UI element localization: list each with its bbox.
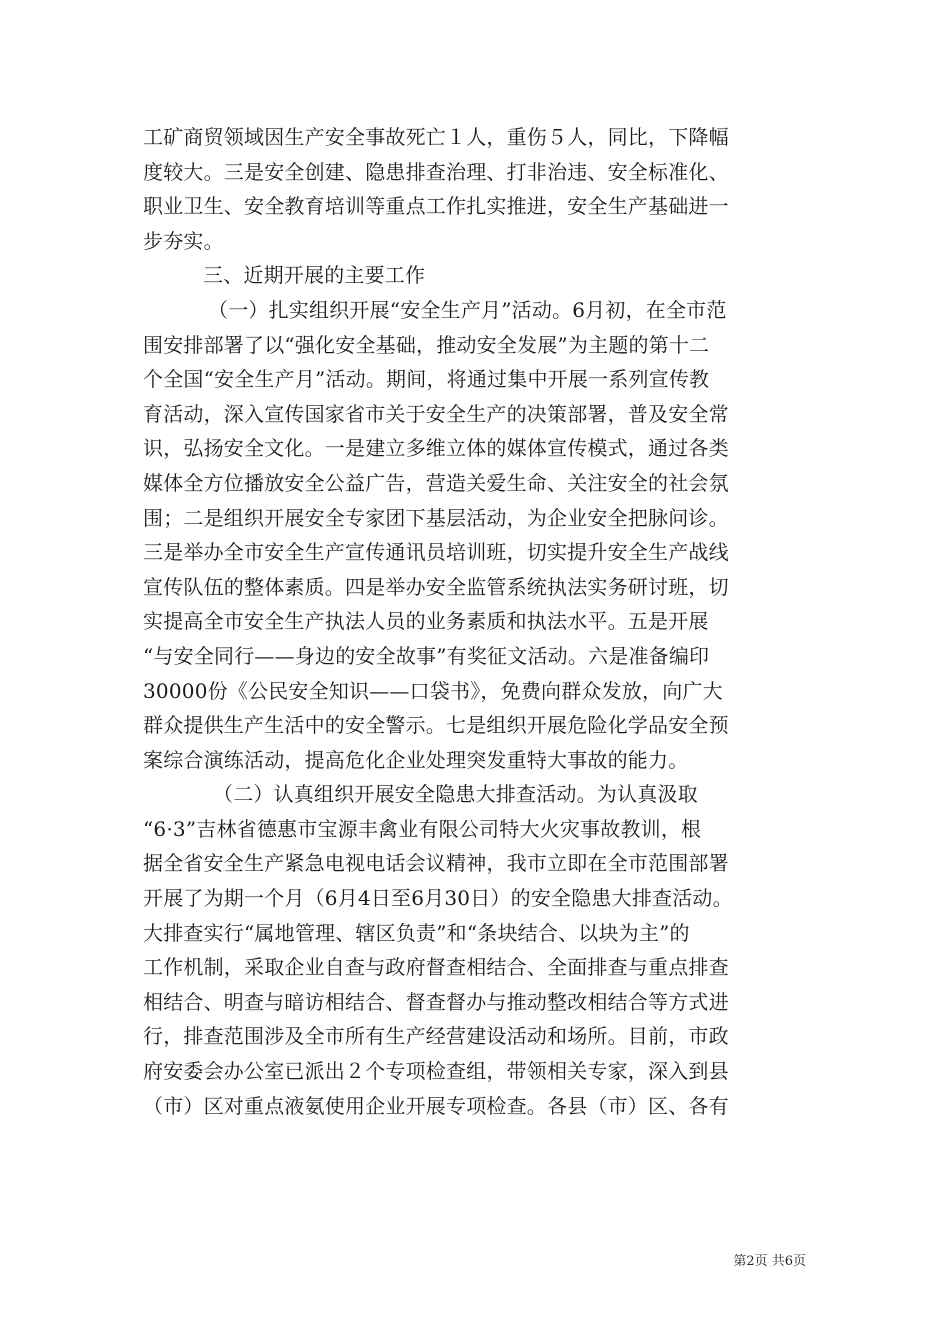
text-line: 职业卫生、安全教育培训等重点工作扎实推进，安全生产基础进一 [143,194,729,219]
document-body [143,120,803,1123]
paragraph-first-line: （一）扎实组织开展“安全生产月”活动。6月初，在全市范 [208,297,727,322]
text-line: 宣传队伍的整体素质。四是举办安全监管系统执法实务研讨班，切 [143,574,729,599]
text-line: 据全省安全生产紧急电视电话会议精神，我市立即在全市范围部署 [143,851,729,876]
text-line: 行，排查范围涉及全市所有生产经营建设活动和场所。目前，市政 [143,1024,729,1049]
paragraph-first-line: （二）认真组织开展安全隐患大排查活动。为认真汲取 [213,782,698,807]
text-line: 围安排部署了以“强化安全基础，推动安全发展”为主题的第十二 [143,332,710,357]
text-line: （市）区对重点液氨使用企业开展专项检查。各县（市）区、各有 [143,1093,729,1118]
page-number-footer: 第2页 共6页 [733,1254,806,1269]
text-line: “6·3”吉林省德惠市宝源丰禽业有限公司特大火灾事故教训，根 [143,816,702,841]
text-line: 群众提供生产生活中的安全警示。七是组织开展危险化学品安全预 [143,713,729,738]
text-line: 个全国“安全生产月”活动。期间，将通过集中开展一系列宣传教 [143,367,710,392]
text-line: 媒体全方位播放安全公益广告，营造关爱生命、关注安全的社会氛 [143,470,729,495]
text-line: 30000份《公民安全知识——口袋书》，免费向群众发放，向广大 [143,678,723,703]
text-line: 育活动，深入宣传国家省市关于安全生产的决策部署，普及安全常 [143,401,729,426]
text-line: 工矿商贸领域因生产安全事故死亡１人，重伤５人，同比，下降幅 [143,125,729,149]
text-line: 度较大。三是安全创建、隐患排查治理、打非治违、安全标准化、 [143,159,729,184]
text-line: 府安委会办公室已派出２个专项检查组，带领相关专家，深入到县 [143,1059,729,1084]
text-line: 识，弘扬安全文化。一是建立多维立体的媒体宣传模式，通过各类 [143,436,729,461]
text-line: 大排查实行“属地管理、辖区负责”和“条块结合、以块为主”的 [143,920,690,945]
text-line: 案综合演练活动，提高危化企业处理突发重特大事故的能力。 [143,747,689,772]
text-line: 围；二是组织开展安全专家团下基层活动，为企业安全把脉问诊。 [143,505,729,530]
text-line: 步夯实。 [143,228,224,253]
text-line: 开展了为期一个月（6月4日至6月30日）的安全隐患大排查活动。 [143,886,733,911]
text-line: “与安全同行——身边的安全故事”有奖征文活动。六是准备编印 [143,643,710,668]
section-heading: 三、近期开展的主要工作 [203,263,426,288]
text-line: 实提高全市安全生产执法人员的业务素质和执法水平。五是开展 [143,609,709,634]
text-line: 三是举办全市安全生产宣传通讯员培训班，切实提升安全生产战线 [143,540,729,565]
text-line: 工作机制，采取企业自查与政府督查相结合、全面排查与重点排查 [143,955,729,980]
text-line: 相结合、明查与暗访相结合、督查督办与推动整改相结合等方式进 [143,989,729,1014]
